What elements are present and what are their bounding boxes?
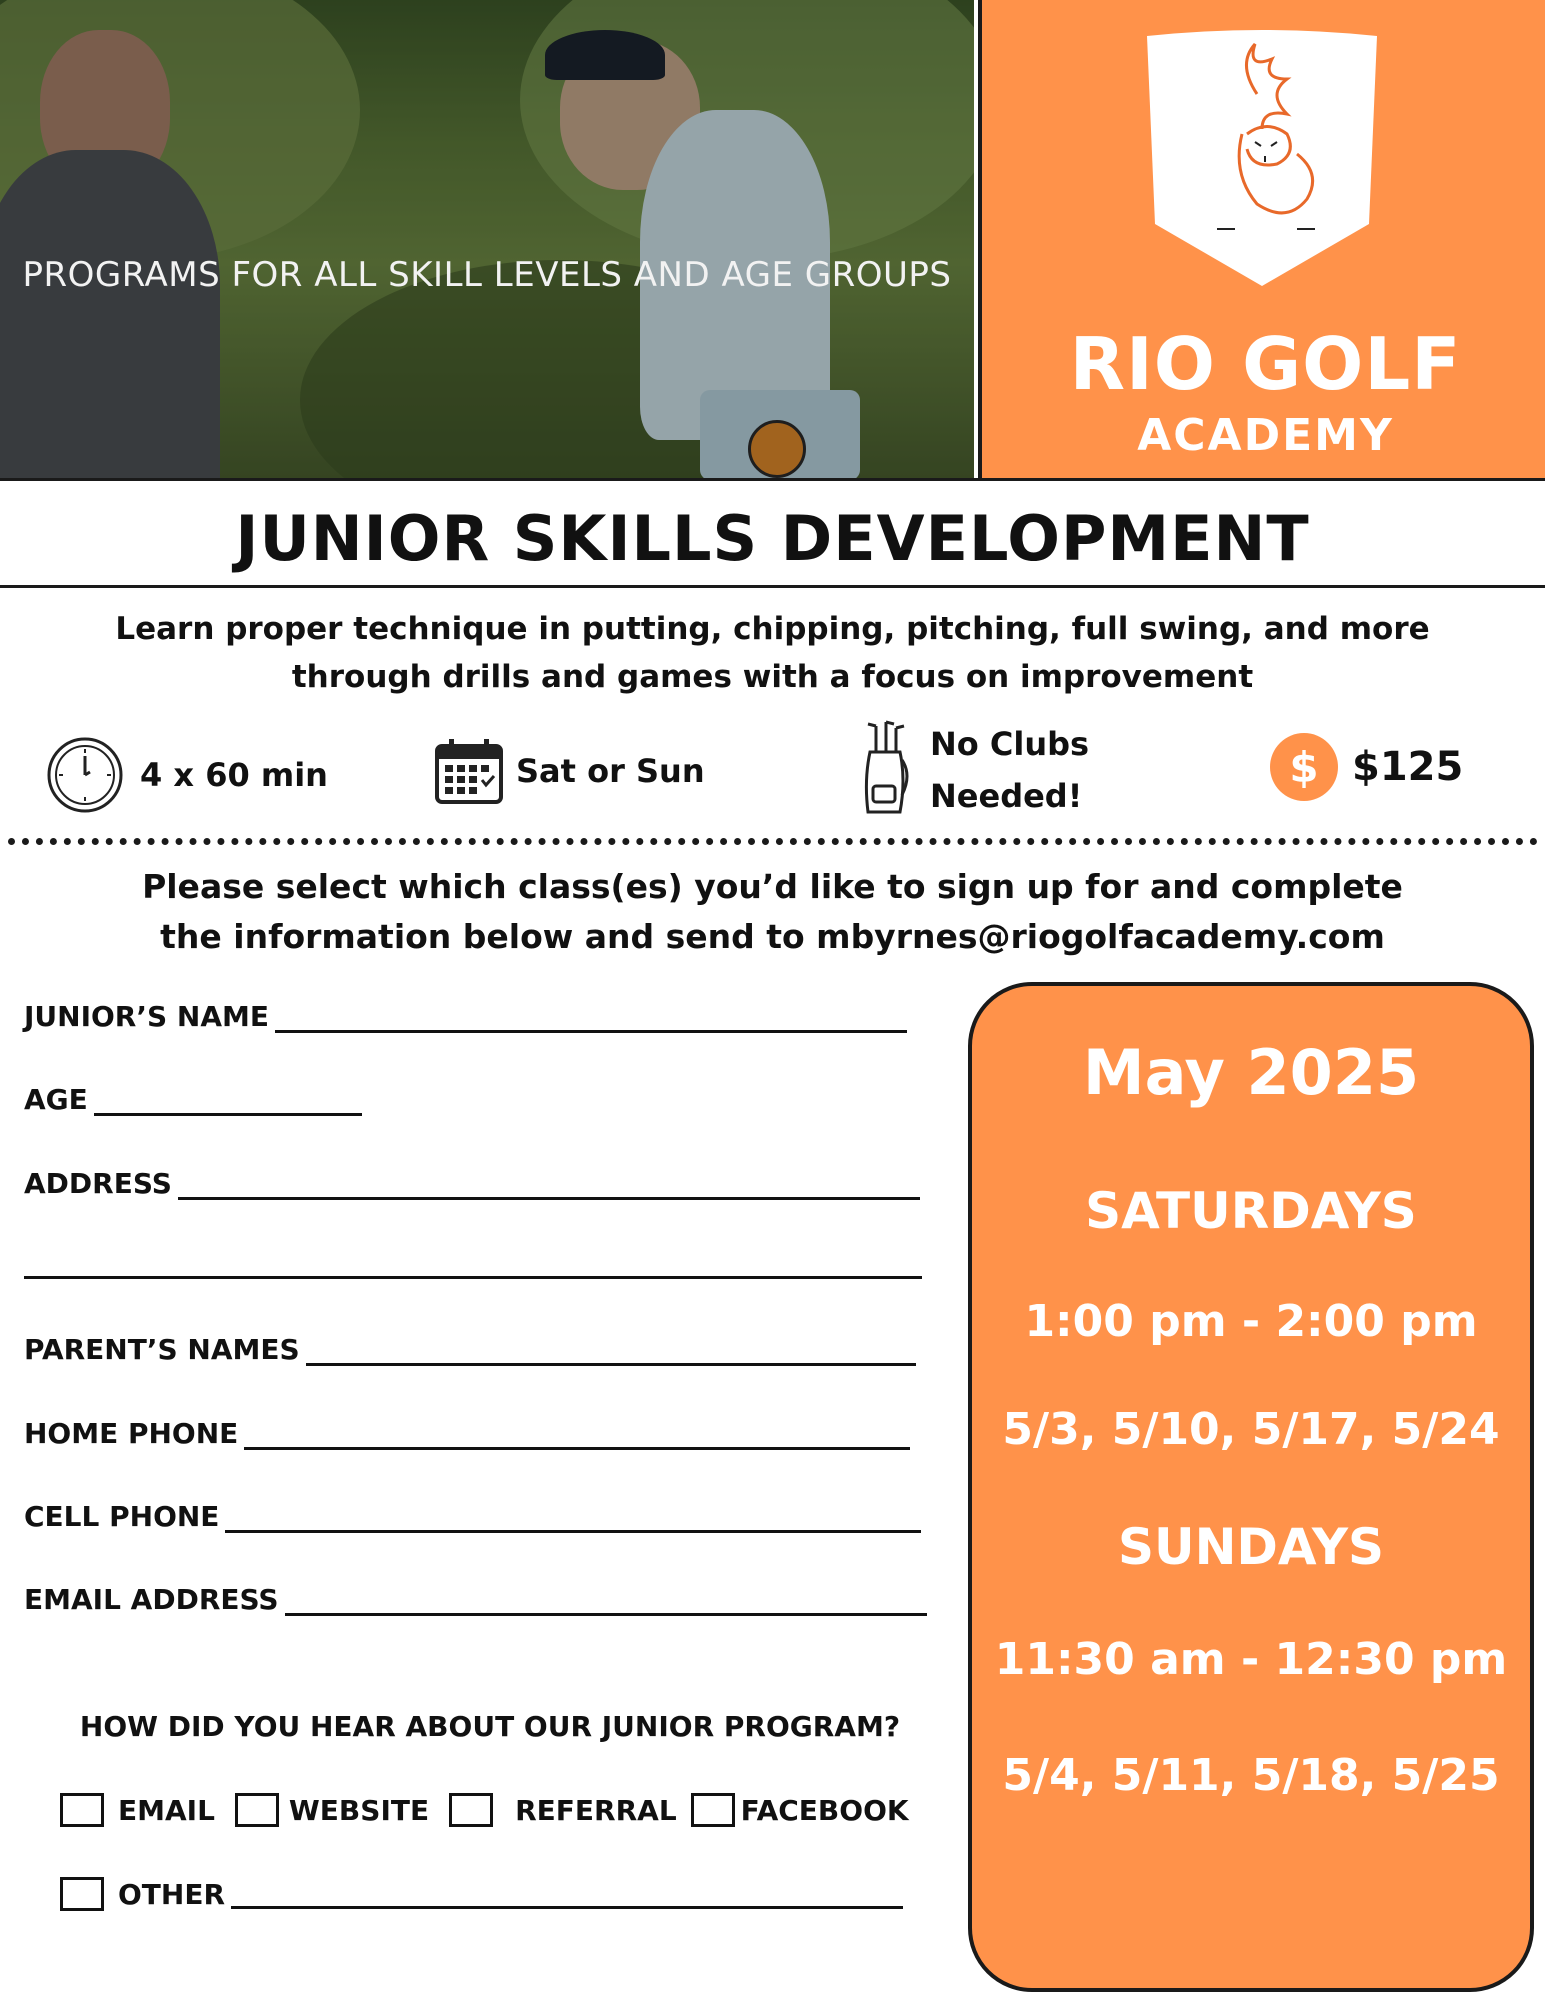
dotted-divider	[8, 838, 1538, 845]
clock-icon	[46, 736, 124, 814]
address-field[interactable]: ADDRESS	[24, 1167, 920, 1200]
clubs-text-line2: Needed!	[930, 777, 1083, 815]
cell-phone-field[interactable]: CELL PHONE	[24, 1500, 921, 1533]
program-description: Learn proper technique in putting, chipping, pitching, full swing, and more through drills and games with a focus on improvement	[115, 611, 1430, 695]
junior-name-line[interactable]	[275, 1004, 907, 1033]
saturdays-time: 1:00 pm - 2:00 pm	[1024, 1296, 1478, 1347]
website-option-label: WEBSITE	[288, 1793, 430, 1827]
address-line[interactable]	[178, 1171, 920, 1200]
price-text: $125	[1352, 744, 1464, 790]
sundays-dates: 5/4, 5/11, 5/18, 5/25	[1002, 1750, 1500, 1801]
other-option-label: OTHER	[118, 1877, 226, 1911]
other-option-row	[60, 1877, 903, 1911]
brand-name: RIO GOLF	[1069, 322, 1462, 406]
header-rule	[0, 478, 1545, 481]
email-line[interactable]	[285, 1587, 927, 1616]
survey-options-row	[60, 1793, 929, 1827]
clubs-feature	[856, 718, 1089, 822]
golf-bag-icon	[856, 720, 916, 820]
sundays-time: 11:30 am - 12:30 pm	[994, 1634, 1508, 1685]
duration-feature	[46, 736, 328, 814]
hero-caption: PROGRAMS FOR ALL SKILL LEVELS AND AGE GROUPS	[22, 255, 952, 295]
title-rule	[0, 585, 1545, 588]
other-checkbox[interactable]	[60, 1877, 104, 1911]
email-field[interactable]: EMAIL ADDRESS	[24, 1583, 927, 1616]
calendar-icon	[434, 736, 504, 806]
clubs-text-line1: No Clubs	[930, 725, 1090, 763]
page-title: JUNIOR SKILLS DEVELOPMENT	[235, 502, 1310, 575]
brand-subtitle: ACADEMY	[1137, 410, 1394, 461]
email-checkbox[interactable]	[60, 1793, 104, 1827]
squirrel-crest-logo	[1137, 24, 1387, 289]
facebook-checkbox[interactable]	[691, 1793, 735, 1827]
saturdays-dates: 5/3, 5/10, 5/17, 5/24	[1002, 1404, 1500, 1455]
address-line-2[interactable]	[24, 1250, 922, 1279]
junior-name-field[interactable]: JUNIOR’S NAME	[24, 1000, 907, 1033]
schedule-month: May 2025	[1082, 1036, 1420, 1109]
hero-photo	[0, 0, 974, 478]
survey-question: HOW DID YOU HEAR ABOUT OUR JUNIOR PROGRAM?	[79, 1710, 901, 1743]
schedule-panel	[968, 982, 1534, 1992]
home-phone-line[interactable]	[244, 1421, 910, 1450]
facebook-option-label: FACEBOOK	[740, 1793, 909, 1827]
cell-phone-line[interactable]	[225, 1504, 921, 1533]
email-option-label: EMAIL	[118, 1793, 215, 1827]
sundays-label: SUNDAYS	[1117, 1518, 1385, 1576]
other-line[interactable]	[231, 1880, 903, 1909]
referral-checkbox[interactable]	[449, 1793, 493, 1827]
saturdays-label: SATURDAYS	[1085, 1182, 1417, 1240]
age-field[interactable]: AGE	[24, 1083, 362, 1116]
home-phone-field[interactable]: HOME PHONE	[24, 1417, 910, 1450]
days-feature	[434, 736, 705, 806]
referral-option-label: REFERRAL	[515, 1793, 677, 1827]
website-checkbox[interactable]	[235, 1793, 279, 1827]
parent-names-line[interactable]	[306, 1337, 916, 1366]
parent-names-field[interactable]: PARENT’S NAMES	[24, 1333, 916, 1366]
brand-panel	[978, 0, 1545, 478]
address-field-line2[interactable]	[24, 1250, 922, 1279]
signup-instructions: Please select which class(es) you’d like to sign up for and complete the information below and send to mbyrnes@riogolfacademy.com	[142, 867, 1403, 956]
age-line[interactable]	[94, 1087, 362, 1116]
price-feature	[1270, 733, 1463, 801]
dollar-icon: $	[1270, 733, 1338, 801]
days-text: Sat or Sun	[516, 752, 705, 790]
duration-text: 4 x 60 min	[140, 756, 328, 794]
